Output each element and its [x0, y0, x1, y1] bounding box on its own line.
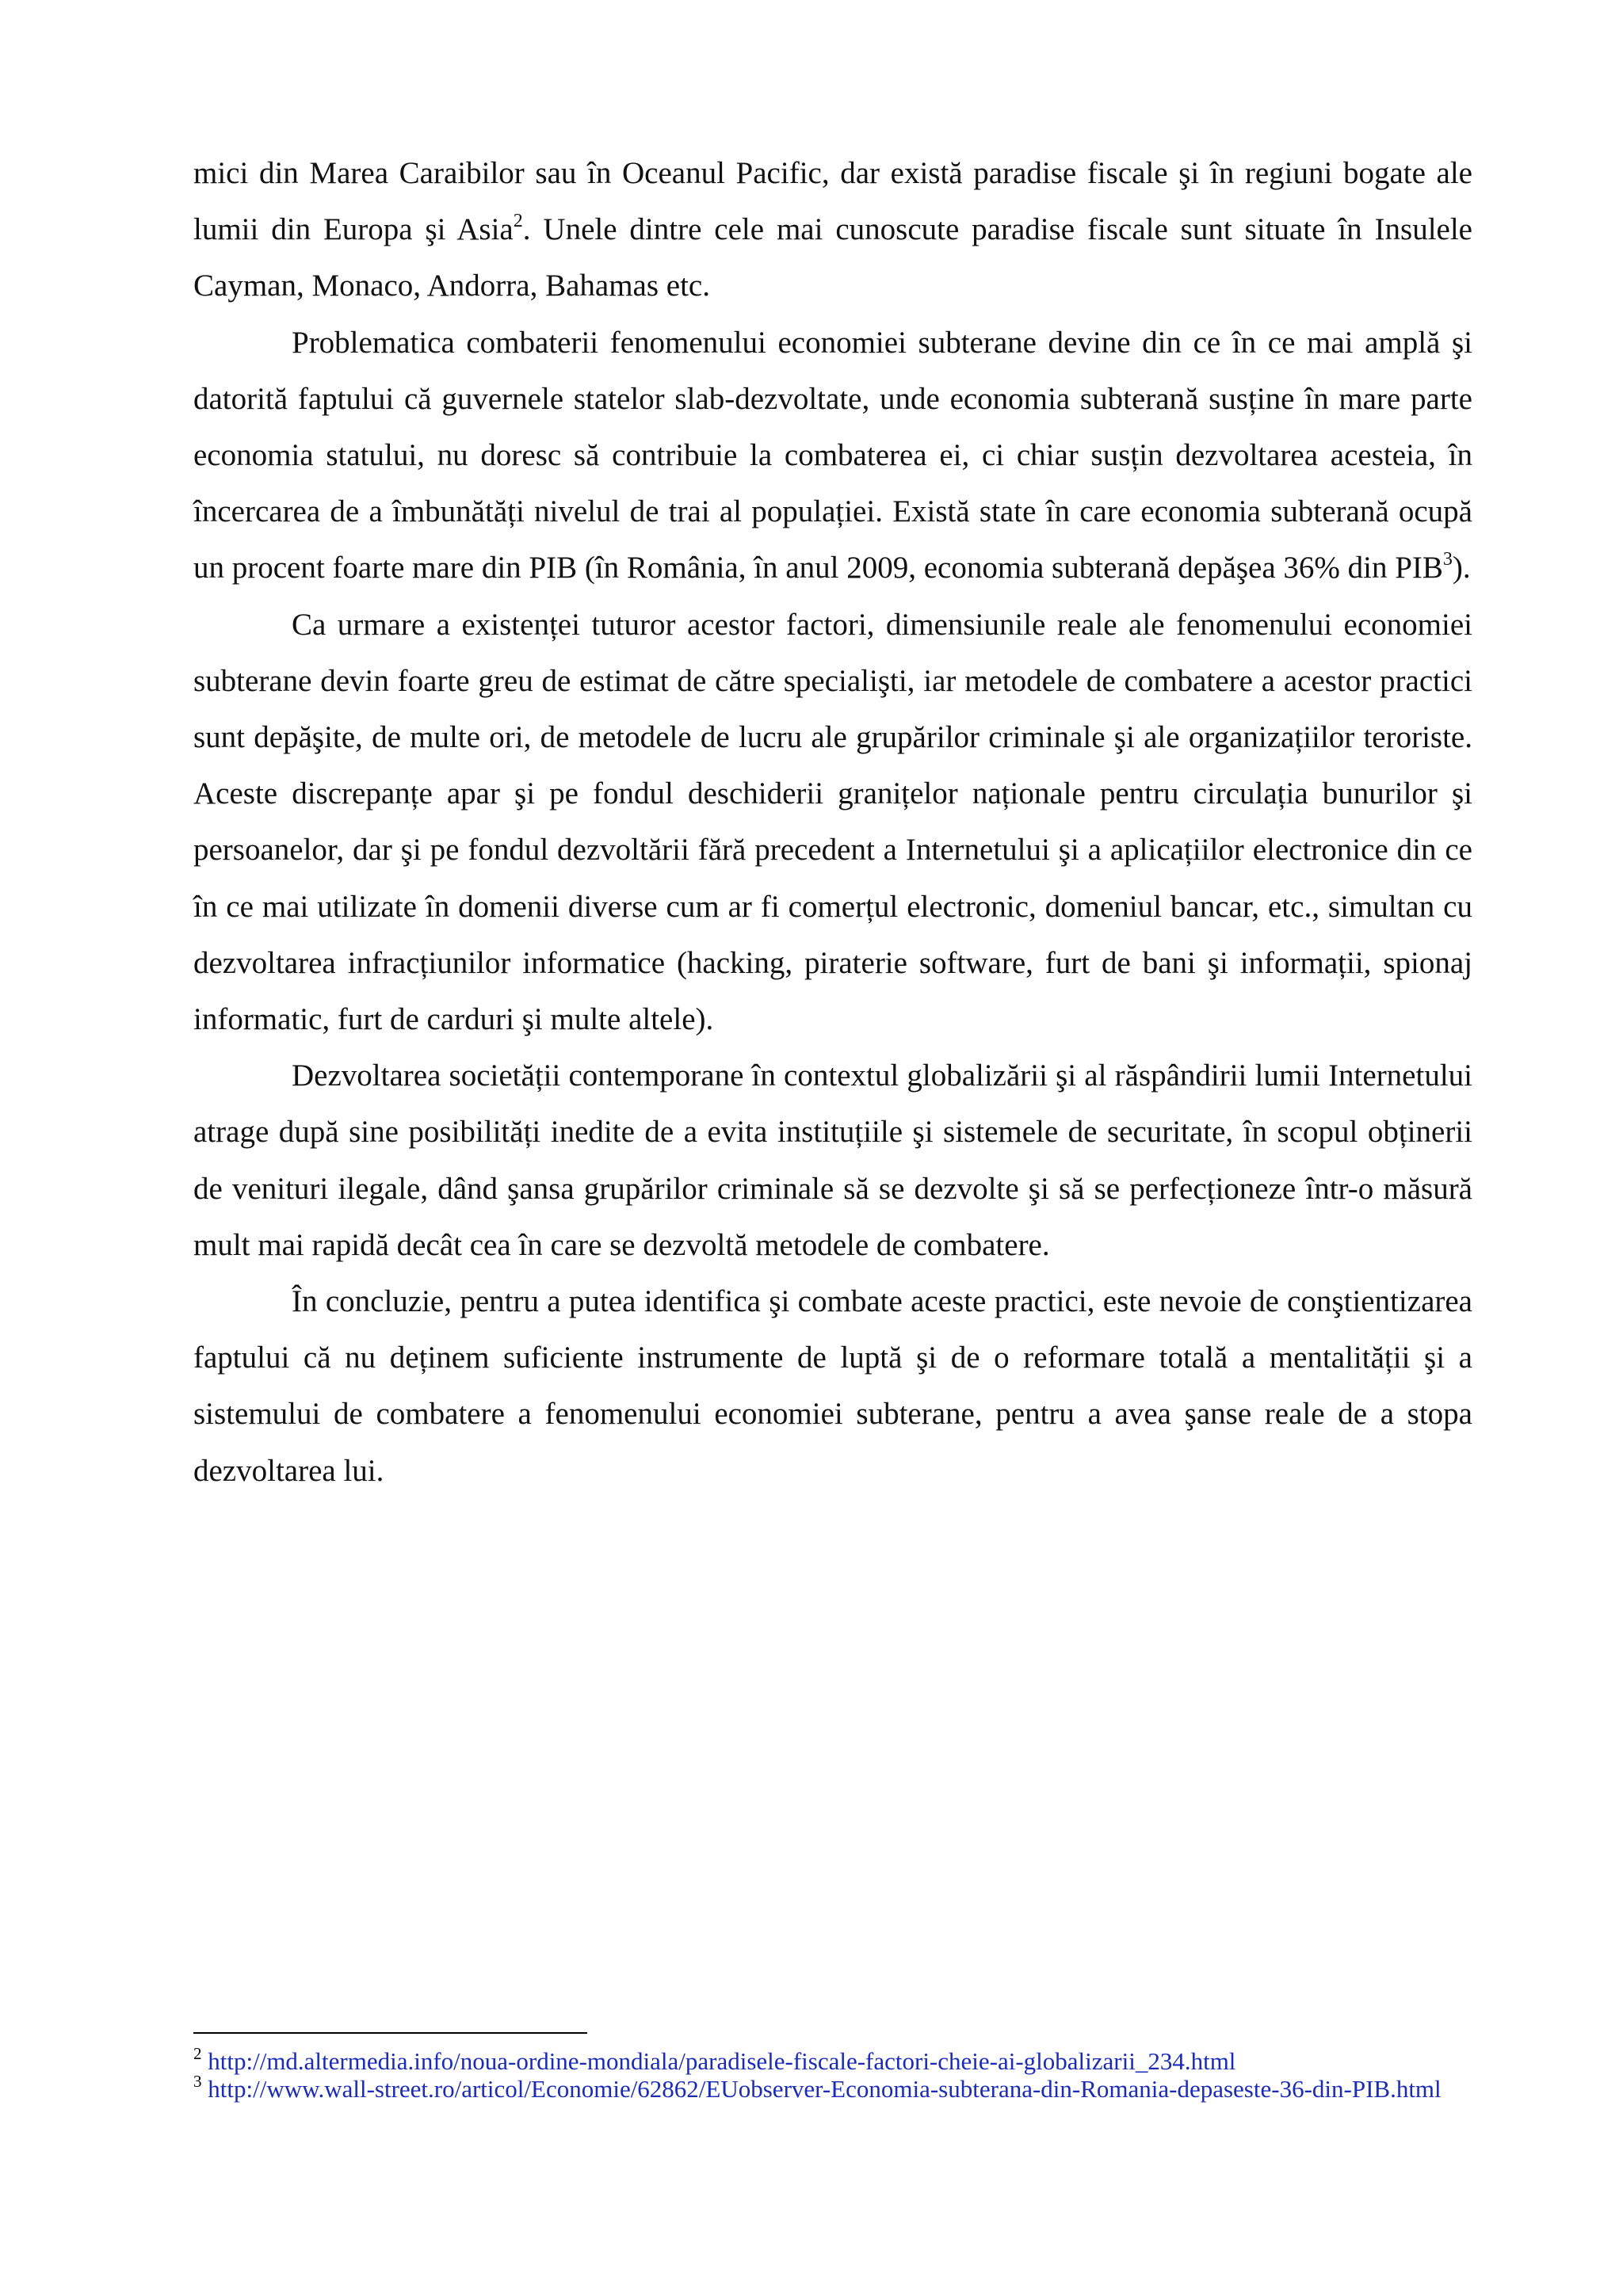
paragraph-text: Dezvoltarea societății contemporane în contextul globalizării şi al răspândirii lumii Internetului atrage după sine posibilități inedite de a evita instituțiile şi sistemele de securitate, în scopul obținerii de venituri ilegale, dând şansa grupărilor criminale să se dezvolte şi să se perfecționeze într-o măsură mult mai rapidă decât cea în care se dezvoltă metodele de combatere. — [193, 1058, 1472, 1262]
paragraph — [193, 597, 1472, 1048]
footnotes — [193, 2044, 1472, 2103]
footnote-3 — [193, 2072, 1472, 2103]
paragraph-text: Problematica combaterii fenomenului economiei subterane devine din ce în ce mai amplă şi datorită faptului că guvernele statelor slab-dezvoltate, unde economia subterană susține în mare parte economia statului, nu doresc să contribuie la combaterea ei, ci chiar susțin dezvoltarea acesteia, în încercarea de a îmbunătăți nivelul de trai al populației. Există state în care economia subterană ocupă un procent foarte mare din PIB (în România, în anul 2009, economia subterană depăşea 36% din PIB — [193, 325, 1472, 585]
paragraph-text: ). — [1452, 551, 1471, 585]
footnote-reference[interactable]: 2 — [513, 211, 523, 232]
footnote-2 — [193, 2044, 1472, 2075]
footnote-link[interactable]: http://www.wall-street.ro/articol/Economie/62862/EUobserver-Economia-subterana-din-Romania-depaseste-36-din-PIB.html — [208, 2075, 1442, 2103]
paragraph — [193, 145, 1472, 315]
paragraph — [193, 315, 1472, 597]
paragraph-text: În concluzie, pentru a putea identifica şi combate aceste practici, este nevoie de conştientizarea faptului că nu deținem suficiente instrumente de luptă şi de o reformare totală a mentalității şi a sistemului de combatere a fenomenului economiei subterane, pentru a avea şanse reale de a stopa dezvoltarea lui. — [193, 1284, 1472, 1488]
paragraph-text: mici din Marea Caraibilor sau în Oceanul Pacific, dar există paradise fiscale şi în regiuni bogate ale lumii din Europa şi Asia — [193, 156, 1472, 247]
paragraph-text: . Unele dintre cele mai cunoscute paradise fiscale sunt situate în Insulele Cayman, Monaco, Andorra, Bahamas etc. — [193, 212, 1472, 303]
footnote-separator — [193, 2032, 587, 2034]
paragraph-text: Ca urmare a existenței tuturor acestor factori, dimensiunile reale ale fenomenului economiei subterane devin foarte greu de estimat de către specialişti, iar metodele de combatere a acestor practici sunt depăşite, de multe ori, de metodele de lucru ale grupărilor criminale şi ale organizațiilor teroriste. Aceste discrepanțe apar şi pe fondul deschiderii granițelor naționale pentru circulația bunurilor şi persoanelor, dar şi pe fondul dezvoltării fără precedent a Internetului şi a aplicațiilor electronice din ce în ce mai utilizate în domenii diverse cum ar fi comerțul electronic, domeniul bancar, etc., simultan cu dezvoltarea infracțiunilor informatice (hacking, piraterie software, furt de bani şi informații, spionaj informatic, furt de carduri şi multe altele). — [193, 607, 1472, 1037]
paragraph — [193, 1273, 1472, 1499]
footnote-link[interactable]: http://md.altermedia.info/noua-ordine-mondiala/paradisele-fiscale-factori-cheie-ai-globalizarii_234.html — [208, 2047, 1236, 2075]
footnote-reference[interactable]: 3 — [1442, 549, 1453, 570]
paragraph — [193, 1047, 1472, 1273]
footnote-number: 3 — [193, 2072, 202, 2091]
footnote-number: 2 — [193, 2044, 202, 2063]
body-text — [193, 145, 1472, 1499]
